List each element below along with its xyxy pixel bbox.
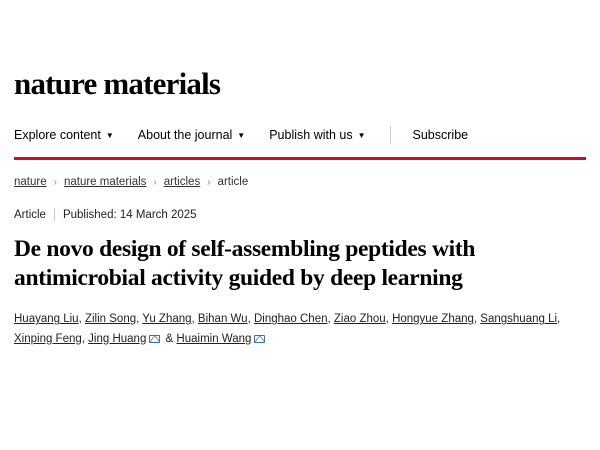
- journal-title[interactable]: nature materials: [14, 66, 221, 101]
- accent-rule: [14, 157, 586, 160]
- meta-divider: [54, 208, 55, 221]
- author-link[interactable]: Huaimin Wang: [176, 332, 252, 345]
- author-link[interactable]: Ziao Zhou: [333, 313, 386, 326]
- author-separator: ,: [191, 313, 198, 326]
- author-link[interactable]: Xinping Feng: [14, 332, 82, 345]
- corresponding-author-email-icon[interactable]: [254, 335, 265, 343]
- article-published-date: Published: 14 March 2025: [62, 208, 197, 221]
- article-meta: [14, 208, 586, 221]
- author-link[interactable]: Bihan Wu: [197, 313, 248, 326]
- breadcrumb-item-articles[interactable]: articles: [163, 176, 201, 188]
- breadcrumb-separator-icon: ›: [53, 176, 57, 188]
- author-link[interactable]: Jing Huang: [88, 332, 147, 345]
- author-link[interactable]: Yu Zhang: [142, 313, 192, 326]
- nav-item-label: Explore content: [14, 128, 101, 142]
- breadcrumb-item-nature[interactable]: nature: [14, 176, 47, 188]
- author-separator: ,: [473, 313, 481, 326]
- page-title: De novo design of self-assembling peptides with antimicrobial activity guided by deep learning: [14, 236, 476, 291]
- page-content: [0, 26, 600, 450]
- author-separator: ,: [81, 332, 89, 345]
- nav-item-subscribe[interactable]: [413, 128, 469, 142]
- breadcrumb-item-article: article: [217, 176, 249, 188]
- author-link[interactable]: Huayang Liu: [14, 313, 79, 326]
- nav-item-label: About the journal: [137, 128, 233, 142]
- author-separator: ,: [557, 313, 561, 326]
- nav-item-explore-content[interactable]: [14, 128, 114, 142]
- author-link[interactable]: Sangshuang Li: [480, 313, 558, 326]
- author-link[interactable]: Hongyue Zhang: [392, 313, 474, 326]
- article-type: Article: [14, 208, 46, 221]
- nav-divider: [390, 126, 391, 144]
- breadcrumb-item-nature-materials[interactable]: nature materials: [63, 176, 147, 188]
- author-separator: ,: [247, 313, 254, 326]
- nav-item-label: Publish with us: [269, 128, 353, 142]
- chevron-down-icon: ▼: [105, 131, 114, 140]
- journal-masthead: [14, 26, 586, 103]
- browser-top-strip: [0, 0, 600, 26]
- corresponding-author-email-icon[interactable]: [149, 335, 160, 343]
- nav-item-label: Subscribe: [412, 128, 469, 142]
- author-separator: ,: [327, 313, 334, 326]
- chevron-down-icon: ▼: [357, 131, 366, 140]
- author-conjunction: &: [162, 332, 177, 345]
- author-separator: ,: [385, 313, 393, 326]
- breadcrumb-separator-icon: ›: [207, 176, 211, 188]
- nav-item-publish-with-us[interactable]: [269, 128, 365, 142]
- breadcrumb-separator-icon: ›: [153, 176, 157, 188]
- author-link[interactable]: Zilin Song: [84, 313, 137, 326]
- main-navigation: [14, 121, 586, 149]
- author-separator: ,: [136, 313, 143, 326]
- chevron-down-icon: ▼: [237, 131, 246, 140]
- author-separator: ,: [78, 313, 85, 326]
- nav-item-about-the-journal[interactable]: [138, 128, 245, 142]
- author-list: [14, 310, 586, 349]
- breadcrumb: [14, 176, 586, 188]
- author-link[interactable]: Dinghao Chen: [253, 313, 328, 326]
